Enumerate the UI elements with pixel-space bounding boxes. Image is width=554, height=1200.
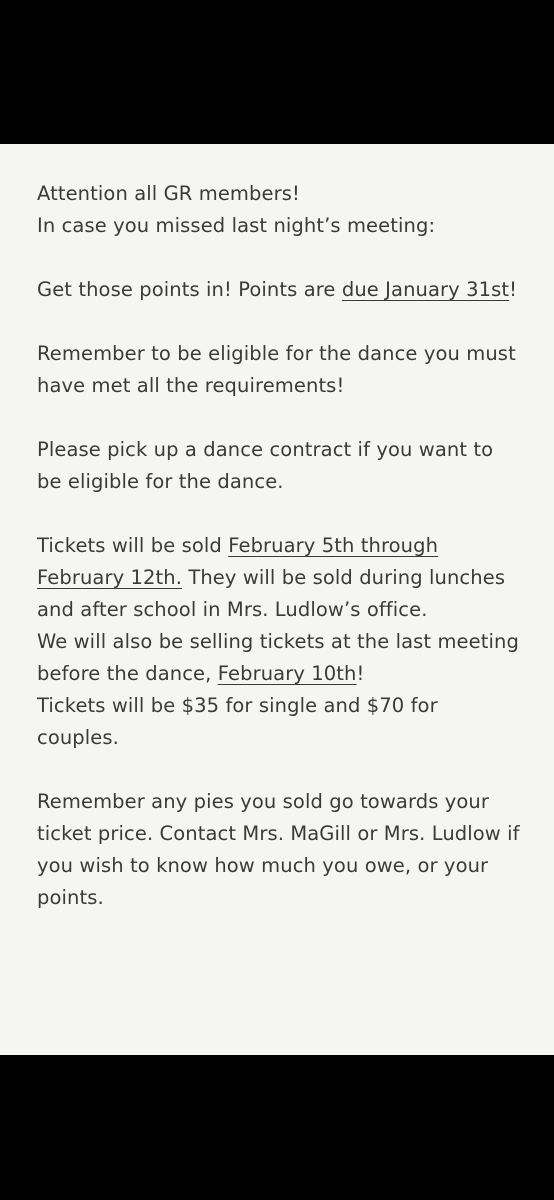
last-meeting-text: We will also be selling tickets at the last meeting before the dance,	[37, 630, 519, 685]
eligibility-text: Remember to be eligible for the dance you must have met all the requirements!	[37, 342, 516, 397]
tickets-text: Tickets will be sold	[37, 534, 229, 557]
ticket-price-line: Tickets will be $35 for single and $70 for couples.	[37, 694, 438, 749]
points-text-end: !	[509, 278, 518, 301]
points-due-date: due January 31st	[341, 278, 510, 301]
note-text	[0, 144, 554, 1055]
points-text: Get those points in! Points are	[37, 278, 342, 301]
last-meeting-date: February 10th	[217, 662, 357, 685]
contract-text: Please pick up a dance contract if you want to be eligible for the dance.	[37, 438, 494, 493]
paragraph-greeting	[37, 178, 524, 242]
pies-text: Remember any pies you sold go towards your ticket price. Contact Mrs. MaGill or Mrs. Ludlow if you wish to know how much you owe, or your points.	[37, 790, 520, 909]
last-meeting-line	[37, 626, 524, 690]
tickets-location-text: They will be sold during lunches and after school in Mrs. Ludlow’s office.	[37, 566, 506, 621]
ticket-sale-dates: February 5th through February 12th.	[37, 534, 439, 589]
paragraph-tickets	[37, 530, 524, 754]
paragraph-points	[37, 274, 524, 306]
paragraph-contract	[37, 434, 524, 498]
paragraph-eligibility	[37, 338, 524, 402]
meeting-recap-line: In case you missed last night’s meeting:	[37, 214, 436, 237]
last-meeting-text-end: !	[356, 662, 365, 685]
paragraph-pies	[37, 786, 524, 914]
greeting-line: Attention all GR members!	[37, 182, 300, 205]
